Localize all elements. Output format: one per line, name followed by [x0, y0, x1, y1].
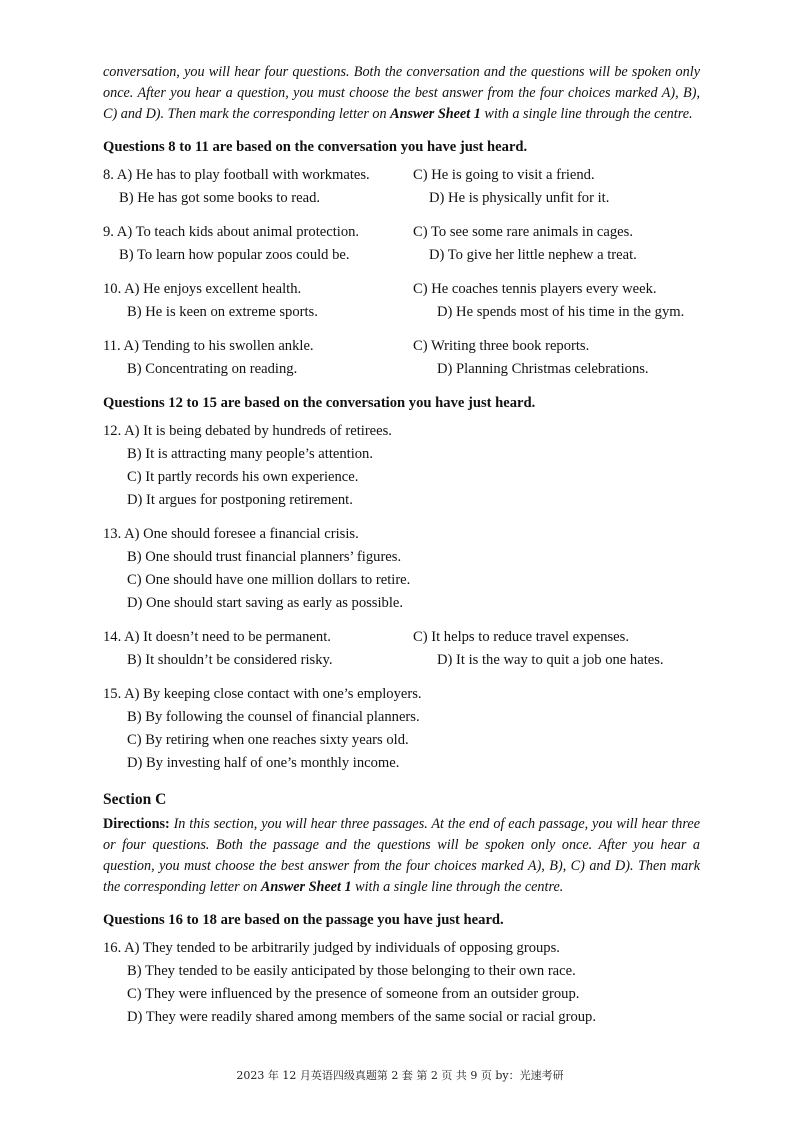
option-b[interactable]: B) He has got some books to read. [119, 190, 321, 206]
option-d[interactable]: D) To give her little nephew a treat. [429, 247, 637, 263]
option-b[interactable]: B) It shouldn’t be considered risky. [127, 652, 333, 668]
option-a[interactable]: 9. A) To teach kids about animal protection. [103, 224, 360, 240]
option-a[interactable]: 14. A) It doesn’t need to be permanent. [103, 629, 331, 645]
question-8 [103, 164, 700, 210]
option-a[interactable]: 8. A) He has to play football with workmates. [103, 167, 370, 183]
option-d[interactable]: D) By investing half of one’s monthly income. [127, 755, 400, 771]
option-b[interactable]: B) One should trust financial planners’ figures. [127, 549, 402, 565]
directions-part2: with a single line through the centre. [351, 879, 564, 895]
option-a[interactable]: 12. A) It is being debated by hundreds of retirees. [103, 423, 392, 439]
option-c[interactable]: C) It helps to reduce travel expenses. [413, 629, 629, 645]
option-b[interactable]: B) It is attracting many people’s attention. [127, 446, 374, 462]
answer-sheet-ref: Answer Sheet 1 [390, 106, 481, 122]
instructions-part1: conversation, you will hear four questions. Both the conversation and the questions will be spoken only once. After you hear a question, you must choose the best answer from the four choices marked A), B), C) and D). Then mark the corresponding letter on [103, 64, 700, 122]
question-11 [103, 335, 700, 381]
group-heading-12-15: Questions 12 to 15 are based on the conversation you have just heard. [103, 395, 536, 411]
option-c[interactable]: C) One should have one million dollars to retire. [127, 572, 411, 588]
directions-part1: In this section, you will hear three passages. At the end of each passage, you will hear three or four questions. Both the passage and the questions will be spoken only once. After you hear a question, you must choose the best answer from the four choices marked A), B), C) and D). Then mark the corresponding letter on [103, 816, 700, 895]
question-12 [103, 420, 700, 512]
option-c[interactable]: C) By retiring when one reaches sixty years old. [127, 732, 409, 748]
option-d[interactable]: D) It argues for postponing retirement. [127, 492, 353, 508]
option-d[interactable]: D) He is physically unfit for it. [429, 190, 610, 206]
option-b[interactable]: B) Concentrating on reading. [127, 361, 298, 377]
option-c[interactable]: C) To see some rare animals in cages. [413, 224, 633, 240]
option-d[interactable]: D) Planning Christmas celebrations. [437, 361, 649, 377]
option-c[interactable]: C) They were influenced by the presence of someone from an outsider group. [127, 986, 580, 1002]
option-a[interactable]: 15. A) By keeping close contact with one’s employers. [103, 686, 422, 702]
instructions-text [103, 62, 700, 125]
instructions-part2: with a single line through the centre. [480, 106, 693, 122]
group-heading-16-18: Questions 16 to 18 are based on the passage you have just heard. [103, 912, 504, 928]
option-d[interactable]: D) They were readily shared among members of the same social or racial group. [127, 1009, 596, 1025]
question-16 [103, 937, 700, 1029]
option-d[interactable]: D) He spends most of his time in the gym. [437, 304, 685, 320]
option-b[interactable]: B) To learn how popular zoos could be. [119, 247, 350, 263]
option-a[interactable]: 16. A) They tended to be arbitrarily judged by individuals of opposing groups. [103, 940, 560, 956]
option-c[interactable]: C) He is going to visit a friend. [413, 167, 595, 183]
option-a[interactable]: 11. A) Tending to his swollen ankle. [103, 338, 314, 354]
option-d[interactable]: D) One should start saving as early as possible. [127, 595, 404, 611]
question-14 [103, 626, 700, 672]
option-b[interactable]: B) By following the counsel of financial planners. [127, 709, 420, 725]
option-a[interactable]: 10. A) He enjoys excellent health. [103, 281, 302, 297]
option-c[interactable]: C) Writing three book reports. [413, 338, 590, 354]
option-c[interactable]: C) He coaches tennis players every week. [413, 281, 657, 297]
option-b[interactable]: B) He is keen on extreme sports. [127, 304, 318, 320]
page-footer: 2023 年 12 月英语四级真题第 2 套 第 2 页 共 9 页 by：光速考研 [236, 1069, 564, 1082]
question-15 [103, 683, 700, 775]
question-13 [103, 523, 700, 615]
option-c[interactable]: C) It partly records his own experience. [127, 469, 359, 485]
option-d[interactable]: D) It is the way to quit a job one hates. [437, 652, 664, 668]
exam-page [103, 62, 700, 1040]
option-a[interactable]: 13. A) One should foresee a financial crisis. [103, 526, 359, 542]
option-b[interactable]: B) They tended to be easily anticipated by those belonging to their own race. [127, 963, 576, 979]
section-c-directions [103, 814, 700, 898]
question-10 [103, 278, 700, 324]
answer-sheet-ref: Answer Sheet 1 [260, 879, 352, 895]
group-heading-8-11: Questions 8 to 11 are based on the conversation you have just heard. [103, 139, 528, 155]
section-c-title: Section C [103, 791, 167, 808]
directions-label: Directions: [103, 816, 170, 832]
question-9 [103, 221, 700, 267]
